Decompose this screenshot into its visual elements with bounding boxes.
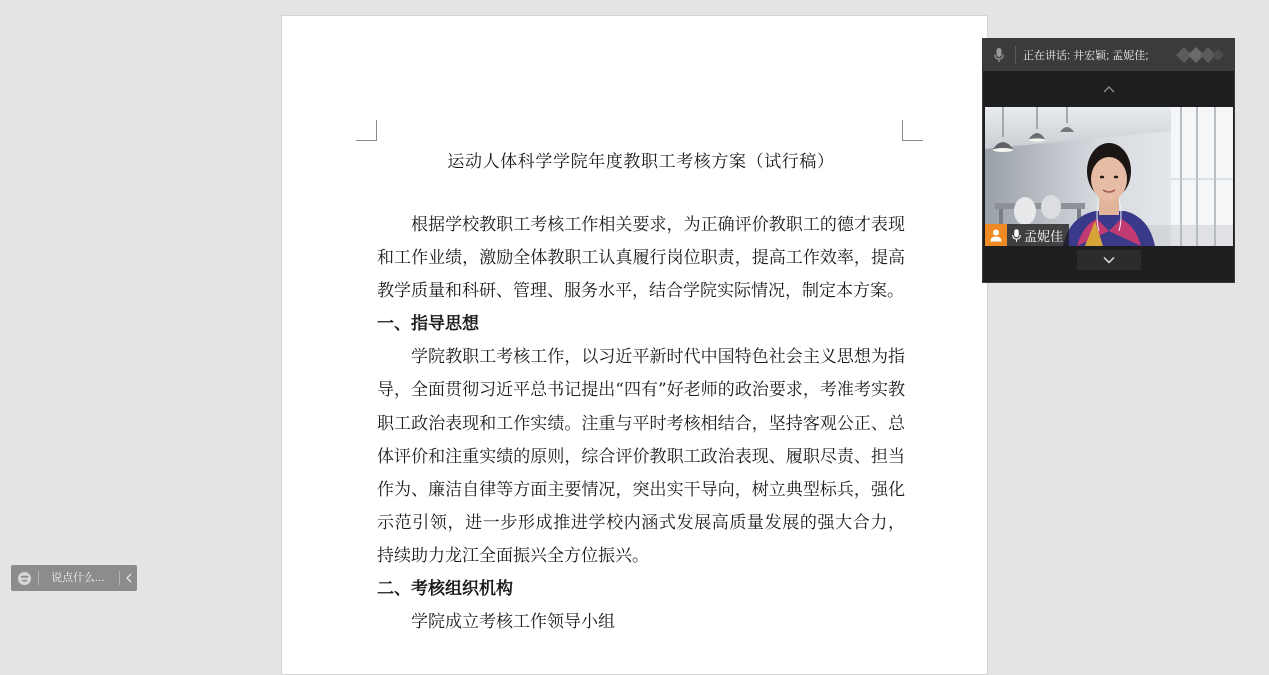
participant-name: 孟妮佳 bbox=[1024, 228, 1064, 244]
organization-paragraph: 学院成立考核工作领导小组 bbox=[411, 612, 615, 633]
crop-mark-top-right bbox=[902, 120, 923, 141]
video-conference-panel bbox=[982, 38, 1235, 283]
app-logo-icon bbox=[1174, 46, 1226, 68]
chat-input[interactable] bbox=[45, 565, 119, 591]
header-divider bbox=[1015, 46, 1016, 64]
guiding-thought-paragraph: 学院教职工考核工作，以习近平新时代中国特色社会主义思想为指导，全面贯彻习近平总书记提出“四有”好老师的政治要求，考准考实教职工政治表现和工作实绩。注重与平时考核相结合，坚持客观公正、总体评价和注重实绩的原则，综合评价教职工政治表现、履职尽责、担当作为、廉洁自律等方面主要情况，突出实干导向，树立典型标兵，强化示范引领，进一步形成推进学校内涵式发展高质量发展的强大合力， 持续助力龙江全面振兴全方位振兴。 bbox=[377, 347, 905, 566]
section-heading-organization: 二、考核组织机构 bbox=[377, 579, 513, 600]
microphone-icon[interactable] bbox=[983, 39, 1015, 71]
emoji-icon[interactable] bbox=[11, 565, 38, 591]
document-page bbox=[281, 15, 988, 675]
speaking-participants-label: 正在讲话: 井宏颖; 孟妮佳; bbox=[1023, 50, 1149, 62]
participant-name-tag bbox=[985, 224, 1069, 246]
chat-divider bbox=[38, 571, 39, 585]
document-title: 运动人体科学学院年度教职工考核方案（试行稿） bbox=[447, 152, 835, 172]
participant-video[interactable] bbox=[985, 107, 1233, 246]
section-heading-guiding-thought: 一、指导思想 bbox=[377, 314, 479, 335]
intro-paragraph: 根据学校教职工考核工作相关要求，为正确评价教职工的德才表现和工作业绩，激励全体教职工认真履行岗位职责，提高工作效率，提高教学质量和科研、管理、服务水平，结合学院实际情况，制定本方案。 bbox=[377, 215, 905, 302]
microphone-icon bbox=[1009, 224, 1023, 246]
chevron-left-icon[interactable] bbox=[120, 565, 137, 591]
person-icon bbox=[985, 224, 1007, 246]
chevron-up-icon[interactable] bbox=[983, 71, 1234, 107]
crop-mark-top-left bbox=[356, 120, 377, 141]
document-body bbox=[377, 148, 905, 639]
chevron-down-icon[interactable] bbox=[1077, 250, 1141, 270]
chat-input-bar bbox=[11, 565, 137, 591]
speaking-indicator-bar bbox=[983, 39, 1234, 71]
